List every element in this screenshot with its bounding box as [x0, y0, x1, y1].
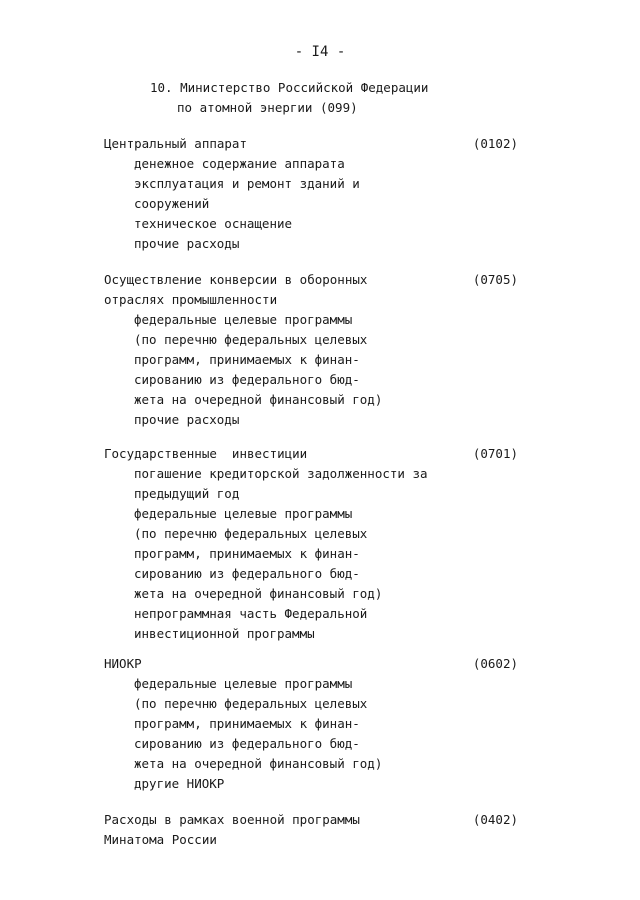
list-item: предыдущий год — [134, 486, 240, 501]
list-item: (по перечню федеральных целевых — [134, 696, 368, 711]
list-item: (по перечню федеральных целевых — [134, 526, 368, 541]
section-conversion — [104, 270, 518, 430]
page-number: - I4 - — [294, 44, 346, 60]
list-item: федеральные целевые программы — [134, 506, 353, 521]
ministry-heading — [150, 78, 428, 118]
section-title-cont: Минатома России — [104, 832, 217, 847]
list-item: эксплуатация и ремонт зданий и — [134, 176, 360, 191]
list-item: инвестиционной программы — [134, 626, 315, 641]
list-item: жета на очередной финансовый год) — [134, 586, 383, 601]
heading-line-2: по атомной энергии (099) — [177, 100, 358, 115]
list-item: программ, принимаемых к финан- — [134, 352, 360, 367]
list-item: жета на очередной финансовый год) — [134, 756, 383, 771]
list-item: погашение кредиторской задолженности за — [134, 466, 428, 481]
section-items — [104, 154, 518, 254]
list-item: программ, принимаемых к финан- — [134, 546, 360, 561]
section-code: (0402) — [472, 812, 518, 827]
list-item: сированию из федерального бюд- — [134, 372, 360, 387]
section-title-cont: отраслях промышленности — [104, 292, 278, 307]
list-item: другие НИОКР — [134, 776, 225, 791]
section-central-apparatus — [104, 134, 518, 254]
list-item: прочие расходы — [134, 236, 240, 251]
section-title: Расходы в рамках военной программы — [104, 812, 360, 827]
section-military-program — [104, 810, 518, 850]
list-item: (по перечню федеральных целевых — [134, 332, 368, 347]
list-item: сированию из федерального бюд- — [134, 736, 360, 751]
list-item: жета на очередной финансовый год) — [134, 392, 383, 407]
section-title: НИОКР — [104, 656, 142, 671]
section-title: Осуществление конверсии в оборонных — [104, 272, 368, 287]
list-item: сооружений — [134, 196, 210, 211]
heading-line-1: 10. Министерство Российской Федерации — [150, 80, 429, 95]
list-item: техническое оснащение — [134, 216, 293, 231]
list-item: непрограммная часть Федеральной — [134, 606, 368, 621]
section-state-investments — [104, 444, 518, 644]
section-items — [104, 310, 518, 430]
section-code: (0701) — [472, 446, 518, 461]
list-item: федеральные целевые программы — [134, 312, 353, 327]
list-item: прочие расходы — [134, 412, 240, 427]
list-item: денежное содержание аппарата — [134, 156, 345, 171]
section-code: (0102) — [472, 136, 518, 151]
section-items — [104, 464, 518, 644]
section-title: Центральный аппарат — [104, 136, 247, 151]
list-item: программ, принимаемых к финан- — [134, 716, 360, 731]
list-item: сированию из федерального бюд- — [134, 566, 360, 581]
section-items — [104, 674, 518, 794]
section-niokr — [104, 654, 518, 794]
list-item: федеральные целевые программы — [134, 676, 353, 691]
section-title: Государственные инвестиции — [104, 446, 308, 461]
section-code: (0705) — [472, 272, 518, 287]
section-code: (0602) — [472, 656, 518, 671]
